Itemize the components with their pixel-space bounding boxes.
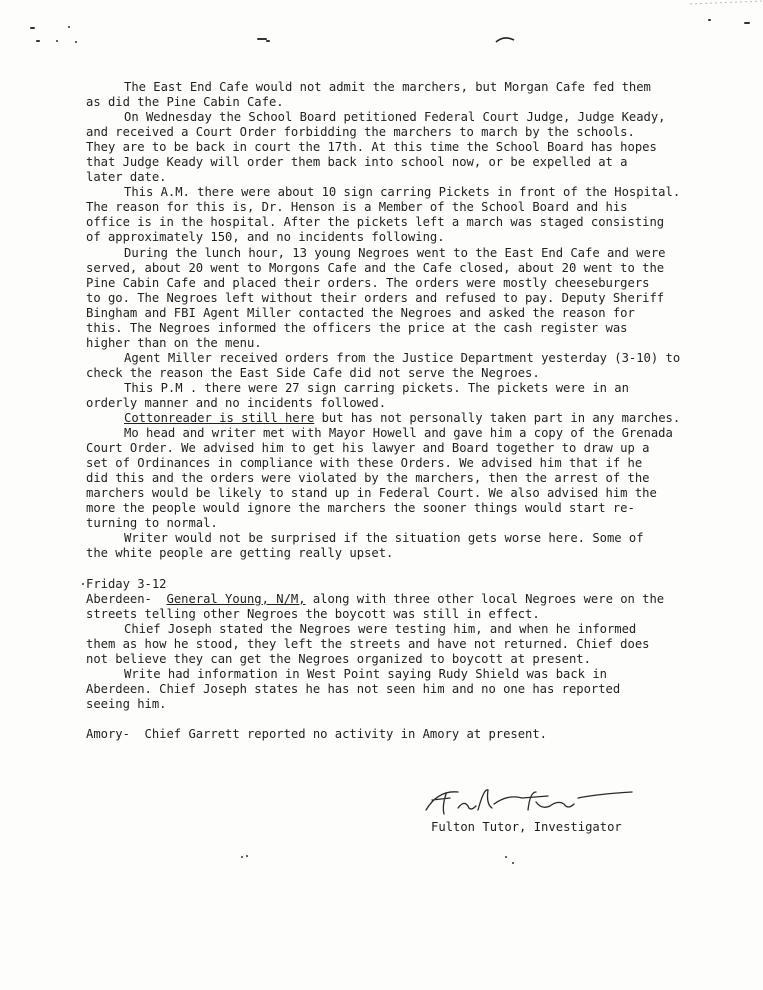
spacer bbox=[86, 562, 706, 577]
signer-name: Fulton Tutor, Investigator bbox=[431, 820, 622, 834]
scan-speck bbox=[512, 862, 514, 864]
scan-mark bbox=[494, 34, 518, 44]
scan-speck bbox=[30, 27, 35, 29]
scan-speck bbox=[246, 855, 248, 857]
paragraph: The East End Cafe would not admit the marchers, but Morgan Cafe fed them as did the Pine Cabin Cafe. bbox=[86, 80, 651, 110]
paragraph: During the lunch hour, 13 young Negroes went to the East End Cafe and were served, about 20 went to Morgons Cafe and the Cafe closed, about 20 went to the Pine Cabin Cafe and placed their orders. The orders were mostly cheeseburgers to go. The Negroes left without their orders and refused to pay. Deputy Sheriff Bingham and FBI Agent Miller contacted the Negroes and asked the reason for this. The Negroes informed the officers the price at the cash register was higher than on the menu. bbox=[86, 245, 666, 350]
scan-speck bbox=[82, 583, 84, 585]
paragraph-text: but has not personally taken part in any marches. bbox=[314, 411, 681, 426]
paragraph: This A.M. there were about 10 sign carring Pickets in front of the Hospital. The reason for this is, Dr. Henson is a Member of the School Board and his office is in the hospital. After the pickets left a march was staged consisting of approximately 150, and no incidents following. bbox=[86, 185, 681, 245]
scan-speck bbox=[36, 40, 40, 42]
paragraph: This P.M . there were 27 sign carring pickets. The pickets were in an orderly manner and no incidents followed. bbox=[86, 380, 629, 410]
paragraph: Mo head and writer met with Mayor Howell and gave him a copy of the Grenada Court Order. We advised him to get his lawyer and Board together to draw up a set of Ordinances in compliance with these Orders. We advised him that if he did this and the orders were violated by the marchers, then the arrest of the marchers would be likely to stand up in Federal Court. We also advised him the more the people would ignore the marchers the sooner things would start re- turning to normal. bbox=[86, 426, 673, 531]
friday-heading: Friday 3-12 bbox=[86, 576, 167, 591]
underlined-lead: Cottonreader is still here bbox=[124, 411, 315, 426]
scan-speck bbox=[75, 41, 77, 43]
letter-body bbox=[86, 80, 706, 742]
scan-speck bbox=[266, 40, 270, 42]
scan-speck bbox=[68, 26, 70, 28]
handwritten-signature bbox=[418, 780, 638, 820]
place-label: Aberdeen- bbox=[86, 591, 152, 606]
scan-speck bbox=[505, 856, 507, 858]
scan-mark bbox=[690, 0, 763, 6]
scan-speck bbox=[241, 856, 243, 858]
paragraph: Chief Joseph stated the Negroes were testing him, and when he informed them as how he stood, they left the streets and have not returned. Chief does not believe they can get the Negroes organized to boycott at present. bbox=[86, 621, 650, 666]
paragraph: Writer would not be surprised if the situation gets worse here. Some of the white people are getting really upset. bbox=[86, 531, 644, 561]
spacer bbox=[86, 712, 706, 727]
scan-speck bbox=[744, 22, 750, 24]
aberdeen-paragraph bbox=[86, 592, 706, 622]
paragraph: On Wednesday the School Board petitioned Federal Court Judge, Judge Keady, and received a Court Order forbidding the marchers to march by the schools. They are to be back in court the 17th. At this time the School Board has hopes that Judge Keady will order them back into school now, or be expelled at a later date. bbox=[86, 110, 666, 185]
subject-name: General Young, N/M, bbox=[166, 591, 306, 606]
paragraph bbox=[86, 411, 706, 426]
amory-paragraph: Amory- Chief Garrett reported no activity in Amory at present. bbox=[86, 726, 548, 741]
scan-speck bbox=[708, 19, 711, 21]
paragraph: Agent Miller received orders from the Justice Department yesterday (3-10) to check the reason the East Side Cafe did not serve the Negroes. bbox=[86, 350, 681, 380]
paragraph-text: along with three other local Negroes were on the streets telling other Negroes the boycott was still in effect. bbox=[86, 591, 665, 621]
scan-speck bbox=[56, 40, 58, 42]
paragraph: Write had information in West Point saying Rudy Shield was back in Aberdeen. Chief Joseph states he has not seen him and no one has reported seeing him. bbox=[86, 666, 621, 711]
